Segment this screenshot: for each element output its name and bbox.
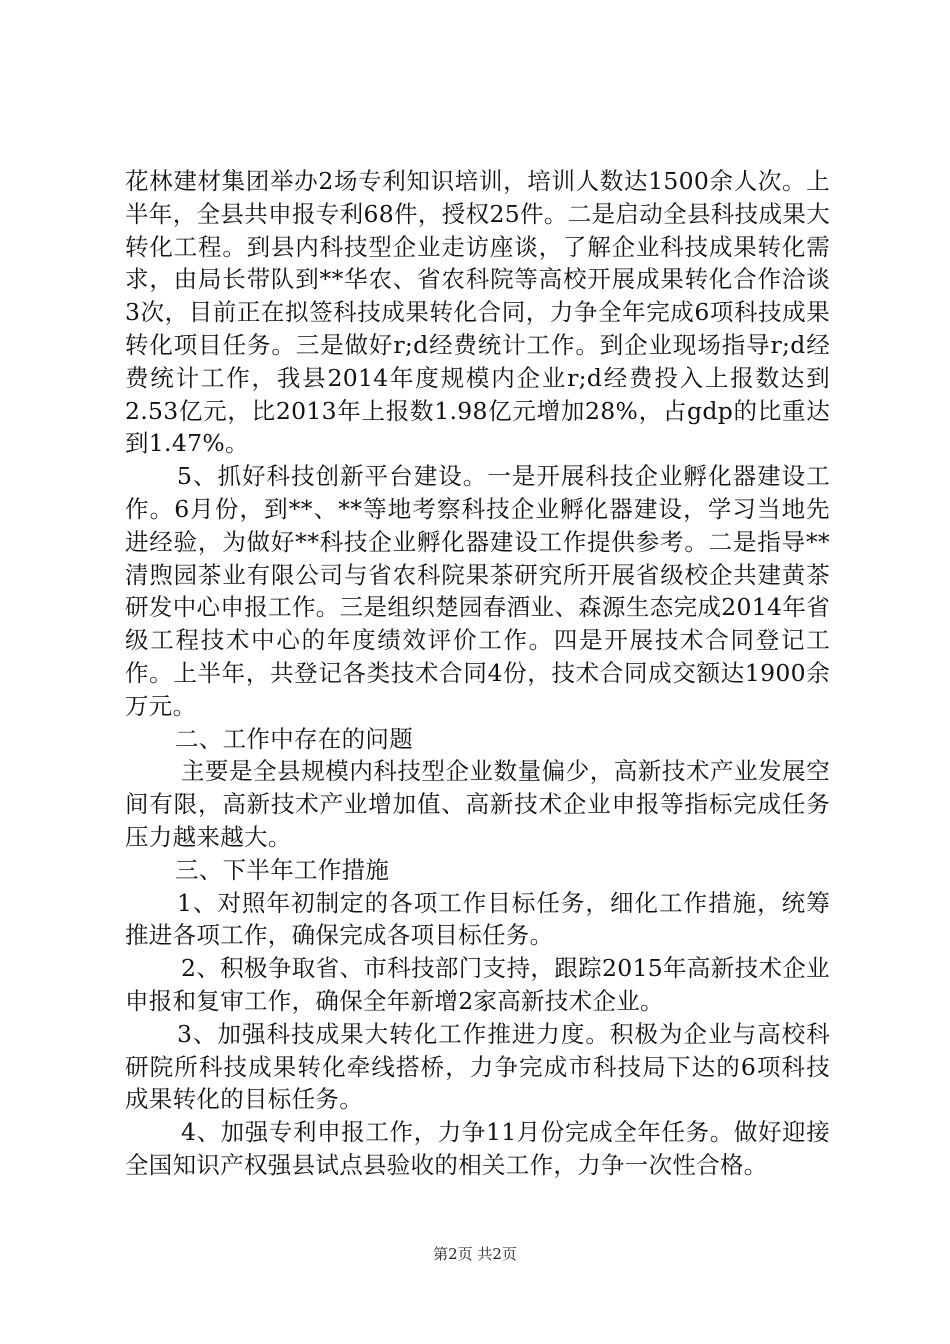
measure-item-3: 3、加强科技成果大转化工作推进力度。积极为企业与高校科研院所科技成果转化牵线搭桥，力争完成市科技局下达的6项科技成果转化的目标任务。 [125,1019,830,1114]
paragraph-innovation-platform: 5、抓好科技创新平台建设。一是开展科技企业孵化器建设工作。6月份，到**、**等地考察科技企业孵化器建设，学习当地先进经验，为做好**科技企业孵化器建设工作提供参考。二是指导**清煦园茶业有限公司与省农科院果茶研究所开展省级校企共建黄茶研发中心申报工作。三是组织楚园春酒业、森源生态完成2014年省级工程技术中心的年度绩效评价工作。四是开展技术合同登记工作。上半年，共登记各类技术合同4份，技术合同成交额达1900余万元。 [125,462,830,720]
measure-item-2: 2、积极争取省、市科技部门支持，跟踪2015年高新技术企业申报和复审工作，确保全年新增2家高新技术企业。 [125,954,830,1015]
paragraph-patents-and-rd: 花林建材集团举办2场专利知识培训，培训人数达1500余人次。上半年，全县共申报专利68件，授权25件。二是启动全县科技成果大转化工程。到县内科技型企业走访座谈，了解企业科技成果转化需求，由局长带队到**华农、省农科院等高校开展成果转化合作洽谈3次，目前正在拟签科技成果转化合同，力争全年完成6项科技成果转化项目任务。三是做好r;d经费统计工作。到企业现场指导r;d经费统计工作，我县2014年度规模内企业r;d经费投入上报数达到2.53亿元，比2013年上报数1.98亿元增加28%，占gdp的比重达到1.47%。 [125,167,830,458]
measure-item-1: 1、对照年初制定的各项工作目标任务，细化工作措施，统筹推进各项工作，确保完成各项目标任务。 [125,888,830,950]
section-heading-measures: 三、下半年工作措施 [175,855,390,884]
section-heading-problems: 二、工作中存在的问题 [175,724,413,753]
paragraph-problems: 主要是全县规模内科技型企业数量偏少，高新技术产业发展空间有限，高新技术产业增加值、高新技术企业申报等指标完成任务压力越来越大。 [125,757,830,851]
page-number-footer: 第2页 共2页 [433,1245,517,1263]
document-body [125,165,830,1182]
measure-item-4: 4、加强专利申报工作，力争11月份完成全年任务。做好迎接全国知识产权强县试点县验收的相关工作，力争一次性合格。 [125,1118,830,1179]
